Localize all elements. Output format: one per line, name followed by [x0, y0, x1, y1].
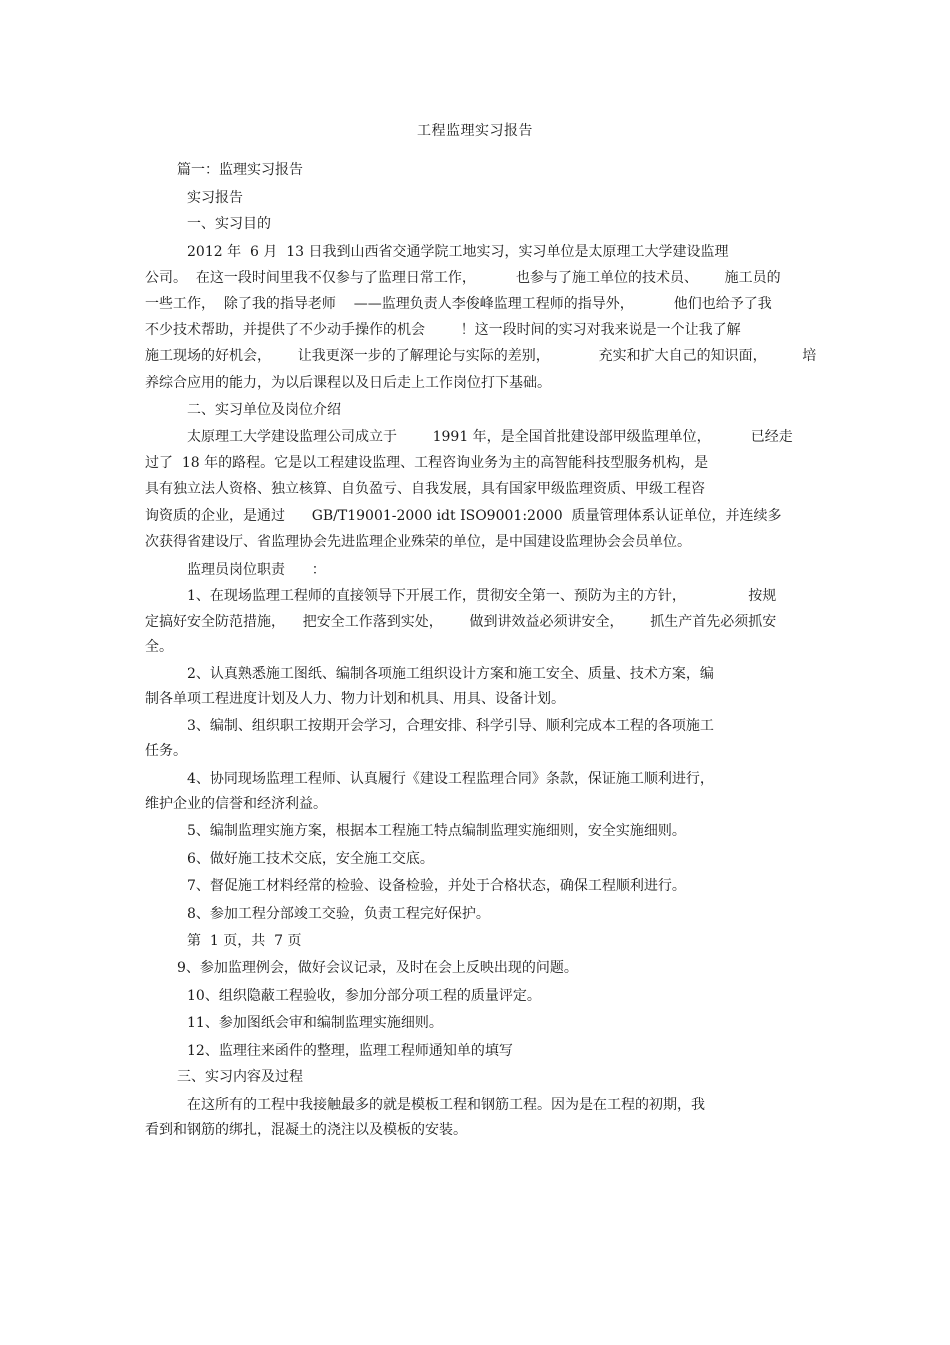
- text-line: 养综合应用的能力，为以后课程以及日后走上工作岗位打下基础。: [145, 375, 551, 391]
- text-line: 二、实习单位及岗位介绍: [187, 402, 341, 418]
- text-line: 具有独立法人资格、独立核算、自负盈亏、自我发展，具有国家甲级监理资质、甲级工程咨: [145, 481, 705, 497]
- text-line: 3、编制、组织职工按期开会学习，合理安排、科学引导、顺利完成本工程的各项施工: [187, 718, 714, 734]
- text-line: 制各单项工程进度计划及人力、物力计划和机具、用具、设备计划。: [145, 691, 565, 707]
- text-line: 全。: [145, 639, 173, 655]
- document-title: 工程监理实习报告: [417, 123, 533, 139]
- text-line: 看到和钢筋的绑扎，混凝土的浇注以及模板的安装。: [145, 1122, 467, 1138]
- text-line: 次获得省建设厅、省监理协会先进监理企业殊荣的单位，是中国建设监理协会会员单位。: [145, 534, 691, 550]
- text-line: 监理员岗位职责 ：: [187, 562, 326, 578]
- text-line: 9、参加监理例会，做好会议记录，及时在会上反映出现的问题。: [177, 960, 578, 976]
- text-line: 过了 18 年的路程。它是以工程建设监理、工程咨询业务为主的高智能科技型服务机构，是: [145, 455, 709, 471]
- text-line: 维护企业的信誉和经济利益。: [145, 796, 327, 812]
- text-line: 实习报告: [187, 190, 243, 206]
- text-line: 2、认真熟悉施工图纸、编制各项施工组织设计方案和施工安全、质量、技术方案，编: [187, 666, 714, 682]
- text-line: 7、督促施工材料经常的检验、设备检验，并处于合格状态，确保工程顺利进行。: [187, 878, 686, 894]
- text-line: 第 1 页，共 7 页: [187, 933, 302, 949]
- text-line: 12、监理往来函件的整理，监理工程师通知单的填写: [187, 1043, 513, 1059]
- text-line: 施工现场的好机会， 让我更深一步的了解理论与实际的差别， 充实和扩大自己的知识面， 培: [145, 348, 817, 364]
- text-line: 不少技术帮助，并提供了不少动手操作的机会 ！这一段时间的实习对我来说是一个让我了解: [145, 322, 741, 338]
- text-line: 一、实习目的: [187, 216, 271, 232]
- text-line: 1、在现场监理工程师的直接领导下开展工作，贯彻安全第一、预防为主的方针， 按规: [187, 588, 777, 604]
- text-line: 10、组织隐蔽工程验收，参加分部分项工程的质量评定。: [187, 988, 541, 1004]
- text-line: 5、编制监理实施方案，根据本工程施工特点编制监理实施细则，安全实施细则。: [187, 823, 686, 839]
- text-line: 在这所有的工程中我接触最多的就是模板工程和钢筋工程。因为是在工程的初期，我: [187, 1097, 705, 1113]
- text-line: 6、做好施工技术交底，安全施工交底。: [187, 851, 434, 867]
- text-line: 一些工作， 除了我的指导老师 ——监理负责人李俊峰监理工程师的指导外， 他们也给予了我: [145, 296, 772, 312]
- text-line: 公司。 在这一段时间里我不仅参与了监理日常工作， 也参与了施工单位的技术员、 施工员的: [145, 270, 781, 286]
- text-line: 任务。: [145, 743, 187, 759]
- text-line: 定搞好安全防范措施， 把安全工作落到实处， 做到讲效益必须讲安全， 抓生产首先必须抓安: [145, 614, 777, 630]
- text-line: 8、参加工程分部竣工交验，负责工程完好保护。: [187, 906, 490, 922]
- text-line: 太原理工大学建设监理公司成立于 1991 年，是全国首批建设部甲级监理单位， 已经走: [187, 429, 793, 445]
- text-line: 11、参加图纸会审和编制监理实施细则。: [187, 1015, 443, 1031]
- text-line: 三、实习内容及过程: [177, 1069, 303, 1085]
- text-line: 2012 年 6 月 13 日我到山西省交通学院工地实习，实习单位是太原理工大学建设监理: [187, 244, 729, 260]
- text-line: 篇一：监理实习报告: [177, 162, 303, 178]
- text-line: 询资质的企业，是通过 GB/T19001-2000 idt ISO9001:2000 质量管理体系认证单位，并连续多: [145, 508, 782, 524]
- text-line: 4、协同现场监理工程师、认真履行《建设工程监理合同》条款，保证施工顺利进行，: [187, 771, 714, 787]
